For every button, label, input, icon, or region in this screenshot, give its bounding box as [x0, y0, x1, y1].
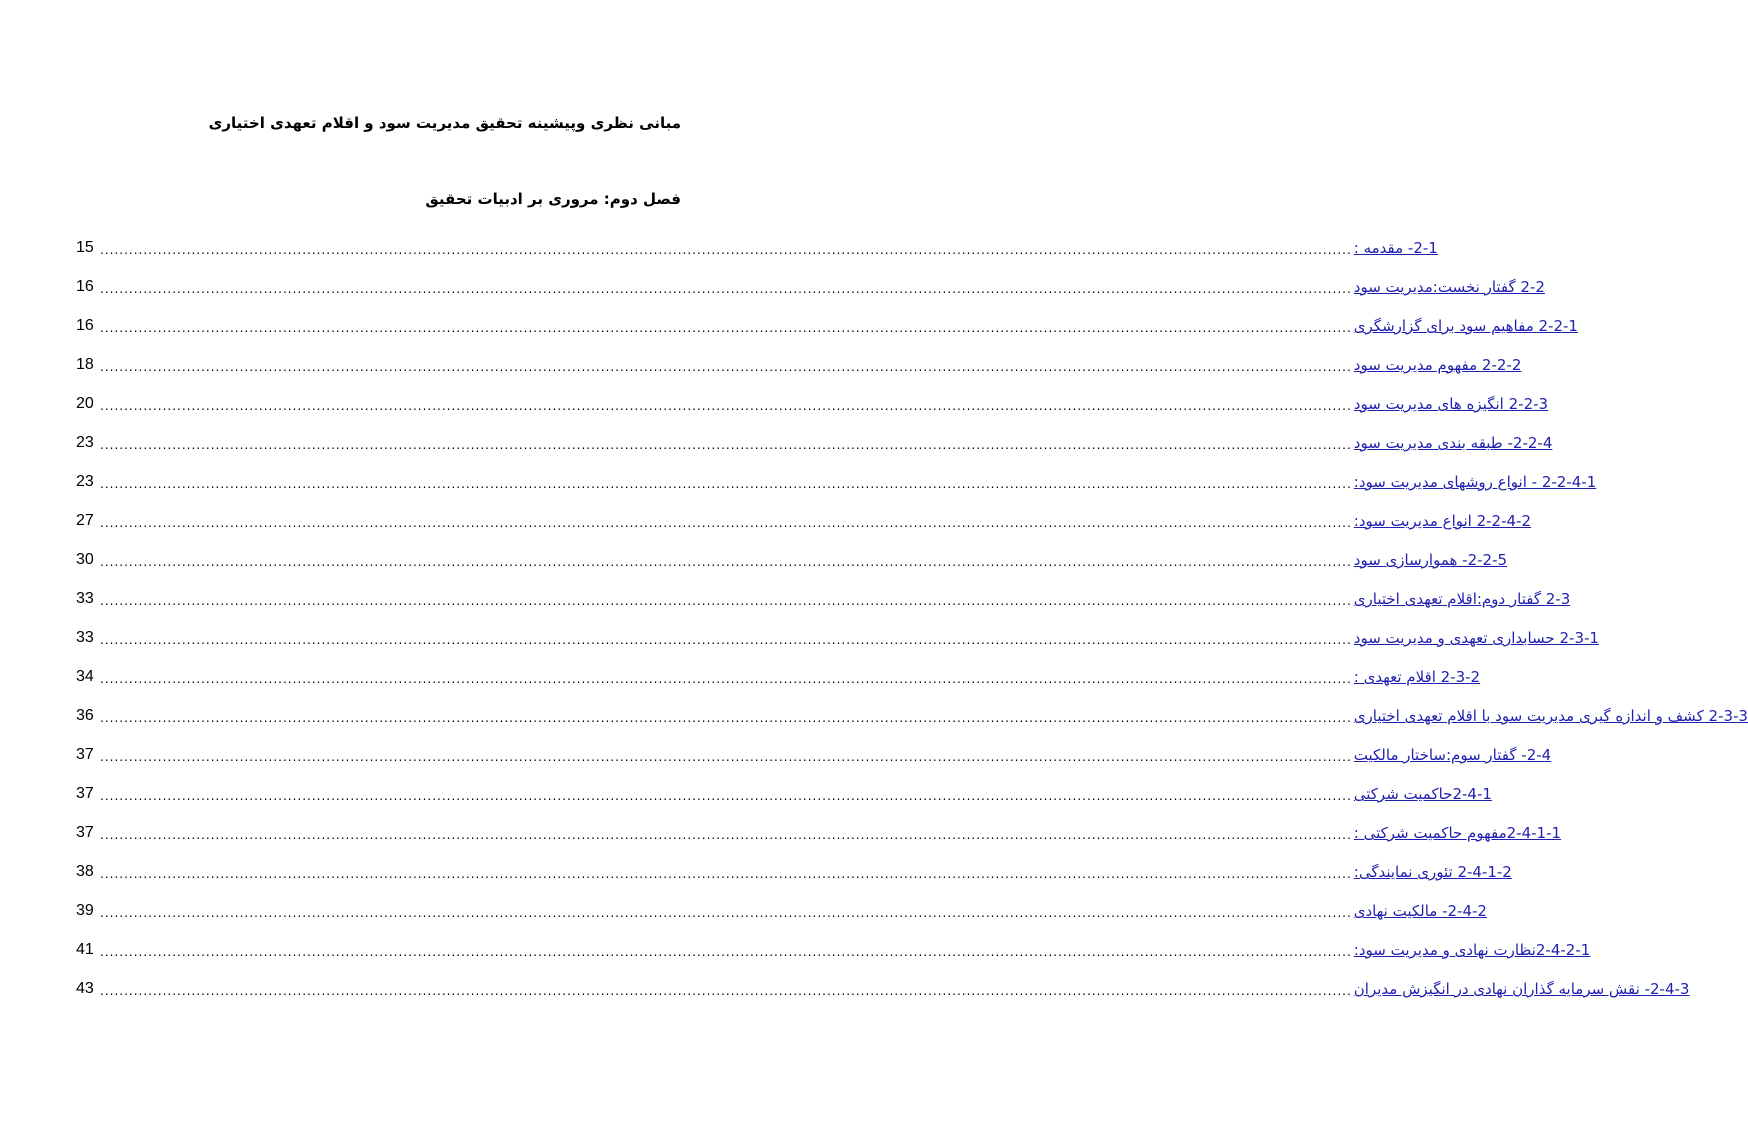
toc-dot-leader: .................................................................................................................................................................................................................................................................... [100, 906, 1352, 920]
toc-page-number: 15 [76, 239, 94, 256]
toc-page-number: 33 [76, 590, 94, 607]
toc-page-number: 30 [76, 551, 94, 568]
toc-entry [76, 346, 1522, 385]
toc-dot-leader: .................................................................................................................................................................................................................................................................... [100, 750, 1352, 764]
toc-entry [76, 697, 1748, 736]
toc-entry-link[interactable]: 2-4-1-2 تئوری نمایندگی: [1353, 863, 1512, 881]
toc-entry [76, 541, 1508, 580]
toc-entry-link[interactable]: 2-4-1حاکمیت شرکتی [1353, 785, 1492, 803]
toc-entry-link[interactable]: 2-2-3 انگیزه های مدیریت سود [1353, 395, 1549, 413]
toc-dot-leader: .................................................................................................................................................................................................................................................................... [100, 984, 1352, 998]
toc-dot-leader: .................................................................................................................................................................................................................................................................... [100, 321, 1352, 335]
toc-entry [76, 229, 1438, 268]
table-of-contents [76, 229, 1748, 1009]
toc-entry [76, 970, 1690, 1009]
toc-dot-leader: .................................................................................................................................................................................................................................................................... [100, 594, 1352, 608]
toc-entry-link[interactable]: 2-4- گفتار سوم:ساختار مالکیت [1353, 746, 1552, 764]
toc-page-number: 37 [76, 824, 94, 841]
toc-dot-leader: .................................................................................................................................................................................................................................................................... [100, 282, 1352, 296]
toc-entry [76, 814, 1562, 853]
toc-dot-leader: .................................................................................................................................................................................................................................................................... [100, 789, 1352, 803]
toc-dot-leader: .................................................................................................................................................................................................................................................................... [100, 399, 1352, 413]
toc-dot-leader: .................................................................................................................................................................................................................................................................... [100, 477, 1352, 491]
toc-entry-link[interactable]: 2-4-1-1مفهوم حاکمیت شرکتی : [1353, 824, 1562, 842]
toc-entry-link[interactable]: 2-3-1 حسابداری تعهدی و مدیریت سود [1353, 629, 1599, 647]
toc-page-number: 37 [76, 746, 94, 763]
toc-entry-link[interactable]: 2-2 گفتار نخست:مدیریت سود [1353, 278, 1545, 296]
toc-page-number: 27 [76, 512, 94, 529]
toc-entry [76, 268, 1545, 307]
toc-page-number: 16 [76, 317, 94, 334]
toc-dot-leader: .................................................................................................................................................................................................................................................................... [100, 672, 1352, 686]
toc-entry-link[interactable]: 2-3-3 کشف و اندازه گیری مدیریت سود با اقلام تعهدی اختیاری [1353, 707, 1748, 725]
toc-entry-link[interactable]: 2-2-4-1 - انواع روشهای مدیریت سود: [1353, 473, 1597, 491]
toc-page-number: 23 [76, 473, 94, 490]
toc-entry-link[interactable]: 2-2-1 مفاهیم سود برای گزارشگری [1353, 317, 1578, 335]
toc-page-number: 20 [76, 395, 94, 412]
toc-entry-link[interactable]: 2-2-4-2 انواع مدیریت سود: [1353, 512, 1532, 530]
toc-entry [76, 931, 1591, 970]
toc-entry-link[interactable]: 2-2-5- هموارسازی سود [1353, 551, 1508, 569]
toc-entry [76, 463, 1597, 502]
document-title: مبانی نظری وپیشینه تحقیق مدیریت سود و اقلام تعهدی اختیاری [208, 114, 681, 132]
toc-entry-link[interactable]: 2-2-2 مفهوم مدیریت سود [1353, 356, 1522, 374]
toc-dot-leader: .................................................................................................................................................................................................................................................................... [100, 555, 1352, 569]
toc-entry-link[interactable]: 2-4-2- مالکیت نهادی [1353, 902, 1487, 920]
toc-entry [76, 424, 1553, 463]
toc-entry [76, 892, 1487, 931]
toc-page-number: 23 [76, 434, 94, 451]
toc-entry [76, 736, 1552, 775]
toc-page-number: 36 [76, 707, 94, 724]
toc-entry-link[interactable]: 2-2-4- طبقه بندی مدیریت سود [1353, 434, 1553, 452]
toc-dot-leader: .................................................................................................................................................................................................................................................................... [100, 516, 1352, 530]
toc-dot-leader: .................................................................................................................................................................................................................................................................... [100, 945, 1352, 959]
toc-entry-link[interactable]: 2-4-3- نقش سرمایه گذاران نهادی در انگیزش مدیران [1353, 980, 1690, 998]
toc-entry [76, 853, 1512, 892]
toc-entry [76, 580, 1571, 619]
toc-entry [76, 502, 1532, 541]
toc-page-number: 39 [76, 902, 94, 919]
toc-dot-leader: .................................................................................................................................................................................................................................................................... [100, 438, 1352, 452]
toc-entry [76, 385, 1549, 424]
toc-entry-link[interactable]: 2-4-2-1نظارت نهادی و مدیریت سود: [1353, 941, 1591, 959]
toc-dot-leader: .................................................................................................................................................................................................................................................................... [100, 360, 1352, 374]
toc-page-number: 43 [76, 980, 94, 997]
toc-entry [76, 775, 1492, 814]
toc-page-number: 33 [76, 629, 94, 646]
toc-dot-leader: .................................................................................................................................................................................................................................................................... [100, 828, 1352, 842]
toc-entry [76, 307, 1578, 346]
toc-page-number: 41 [76, 941, 94, 958]
toc-dot-leader: .................................................................................................................................................................................................................................................................... [100, 867, 1352, 881]
toc-entry-link[interactable]: 2-3-2 اقلام تعهدی : [1353, 668, 1481, 686]
toc-page-number: 34 [76, 668, 94, 685]
toc-page-number: 16 [76, 278, 94, 295]
toc-entry [76, 658, 1481, 697]
toc-entry [76, 619, 1599, 658]
toc-page-number: 18 [76, 356, 94, 373]
toc-page-number: 37 [76, 785, 94, 802]
toc-dot-leader: .................................................................................................................................................................................................................................................................... [100, 633, 1352, 647]
toc-dot-leader: .................................................................................................................................................................................................................................................................... [100, 711, 1352, 725]
toc-page-number: 38 [76, 863, 94, 880]
toc-dot-leader: .................................................................................................................................................................................................................................................................... [100, 243, 1352, 257]
chapter-heading: فصل دوم: مروری بر ادبیات تحقیق [425, 190, 681, 208]
toc-entry-link[interactable]: 2-1- مقدمه : [1353, 239, 1438, 257]
toc-entry-link[interactable]: 2-3 گفتار دوم:اقلام تعهدی اختیاری [1353, 590, 1571, 608]
